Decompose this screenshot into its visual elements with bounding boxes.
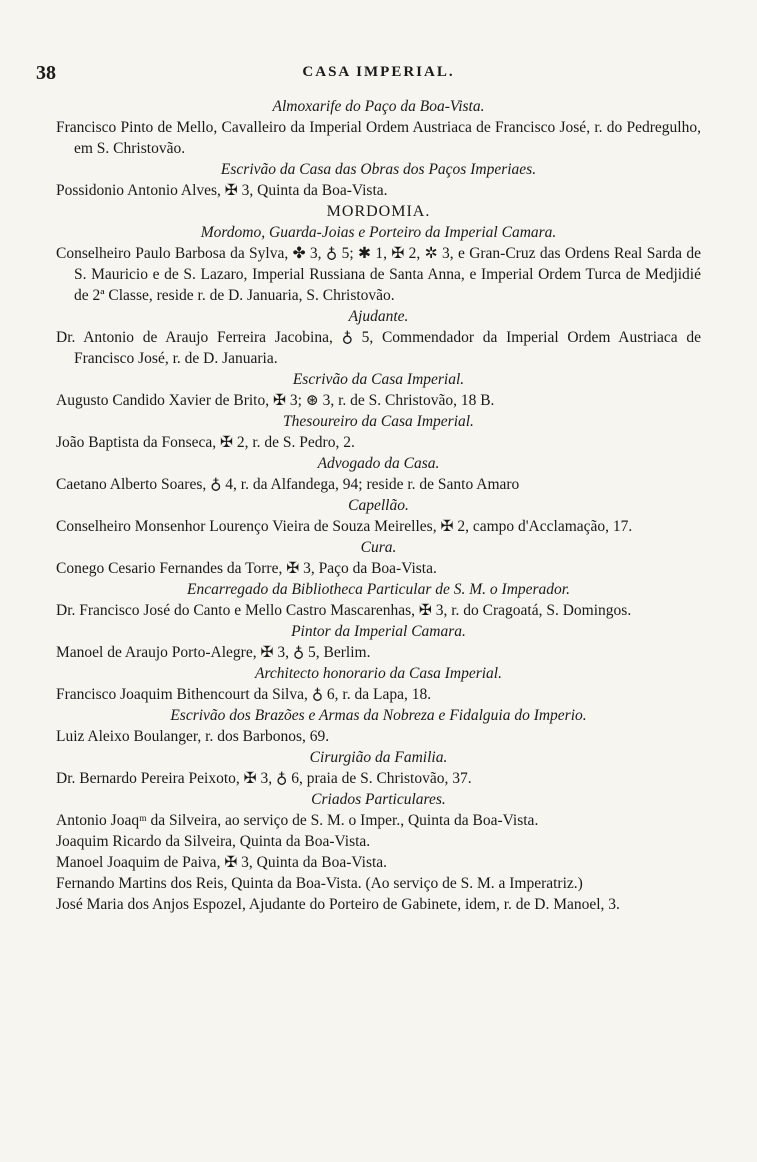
- section: [56, 453, 701, 495]
- entry-text: Luiz Aleixo Boulanger, r. dos Barbonos, 69.: [56, 728, 330, 745]
- entry-text: Antonio Joaqᵐ da Silveira, ao serviço de S. M. o Imper., Quinta da Boa-Vista.: [56, 812, 539, 829]
- entry-text: José Maria dos Anjos Espozel, Ajudante do Porteiro de Gabinete, idem, r. de D. Manoel, 3.: [56, 896, 620, 913]
- running-head: CASA IMPERIAL.: [302, 64, 455, 80]
- section-title: Escrivão da Casa das Obras dos Paços Imperiaes.: [220, 161, 537, 178]
- entry-text: Francisco Pinto de Mello, Cavalleiro da Imperial Ordem Austriaca de Francisco José, r. do Pedregulho, em S. Christovão.: [56, 119, 701, 157]
- section: [56, 495, 701, 537]
- section: [56, 747, 701, 789]
- section-title: Mordomo, Guarda-Joias e Porteiro da Imperial Camara.: [200, 224, 557, 241]
- section: [56, 96, 701, 159]
- section-title: Almoxarife do Paço da Boa-Vista.: [272, 98, 485, 115]
- entry-text: Dr. Bernardo Pereira Peixoto, ✠ 3, ♁ 6, praia de S. Christovão, 37.: [56, 770, 472, 787]
- entry-text: Conego Cesario Fernandes da Torre, ✠ 3, Paço da Boa-Vista.: [56, 560, 437, 577]
- entry-text: Joaquim Ricardo da Silveira, Quinta da Boa-Vista.: [56, 833, 371, 850]
- section: [56, 369, 701, 411]
- entry-text: Francisco Joaquim Bithencourt da Silva, ♁ 6, r. da Lapa, 18.: [56, 686, 432, 703]
- section-title: Advogado da Casa.: [317, 455, 440, 472]
- section-title: Cura.: [360, 539, 397, 556]
- page-number: 38: [36, 62, 56, 84]
- entry-text: João Baptista da Fonseca, ✠ 2, r. de S. Pedro, 2.: [56, 434, 355, 451]
- section-title: Architecto honorario da Casa Imperial.: [255, 665, 502, 682]
- page-content: [56, 96, 701, 915]
- section: [56, 306, 701, 369]
- section-title: Escrivão dos Brazões e Armas da Nobreza e Fidalguia do Imperio.: [170, 707, 587, 724]
- section: [56, 705, 701, 747]
- section: [56, 663, 701, 705]
- entry-text: Augusto Candido Xavier de Brito, ✠ 3; ⊛ 3, r. de S. Christovão, 18 B.: [56, 392, 495, 409]
- section: [56, 789, 701, 915]
- entry-text: Manoel Joaquim de Paiva, ✠ 3, Quinta da Boa-Vista.: [56, 854, 388, 871]
- section: [56, 621, 701, 663]
- entry-text: Dr. Francisco José do Canto e Mello Castro Mascarenhas, ✠ 3, r. do Cragoatá, S. Domingos.: [56, 602, 632, 619]
- section: [56, 222, 701, 306]
- section-title: MORDOMIA.: [326, 203, 431, 220]
- entry-text: Fernando Martins dos Reis, Quinta da Boa-Vista. (Ao serviço de S. M. a Imperatriz.): [56, 875, 583, 892]
- section-title: Cirurgião da Familia.: [309, 749, 448, 766]
- section-title: Criados Particulares.: [311, 791, 446, 808]
- page-header: [36, 62, 721, 86]
- section: [56, 579, 701, 621]
- section: [56, 411, 701, 453]
- section-title: Thesoureiro da Casa Imperial.: [283, 413, 474, 430]
- entry-text: Caetano Alberto Soares, ♁ 4, r. da Alfandega, 94; reside r. de Santo Amaro: [56, 476, 520, 493]
- entry-text: Conselheiro Paulo Barbosa da Sylva, ✤ 3, ♁ 5; ✱ 1, ✠ 2, ✲ 3, e Gran-Cruz das Ordens Real Sarda de S. Mauricio e de S. Lazaro, Imperial Russiana de Santa Anna, e Imperial Ordem Turca de Medjidié de 2ª Classe, reside r. de D. Januaria, S. Christovão.: [56, 245, 701, 304]
- section-title: Escrivão da Casa Imperial.: [292, 371, 465, 388]
- section: [56, 537, 701, 579]
- section: [56, 201, 701, 222]
- section-title: Capellão.: [348, 497, 409, 514]
- entry-text: Possidonio Antonio Alves, ✠ 3, Quinta da Boa-Vista.: [56, 182, 388, 199]
- section: [56, 159, 701, 201]
- section-title: Ajudante.: [348, 308, 409, 325]
- entry-text: Dr. Antonio de Araujo Ferreira Jacobina, ♁ 5, Commendador da Imperial Ordem Austriaca de Francisco José, r. de D. Januaria.: [56, 329, 701, 367]
- entry-text: Conselheiro Monsenhor Lourenço Vieira de Souza Meirelles, ✠ 2, campo d'Acclamação, 17.: [56, 518, 633, 535]
- section-title: Encarregado da Bibliotheca Particular de S. M. o Imperador.: [187, 581, 570, 598]
- entry-text: Manoel de Araujo Porto-Alegre, ✠ 3, ♁ 5, Berlim.: [56, 644, 371, 661]
- section-title: Pintor da Imperial Camara.: [291, 623, 466, 640]
